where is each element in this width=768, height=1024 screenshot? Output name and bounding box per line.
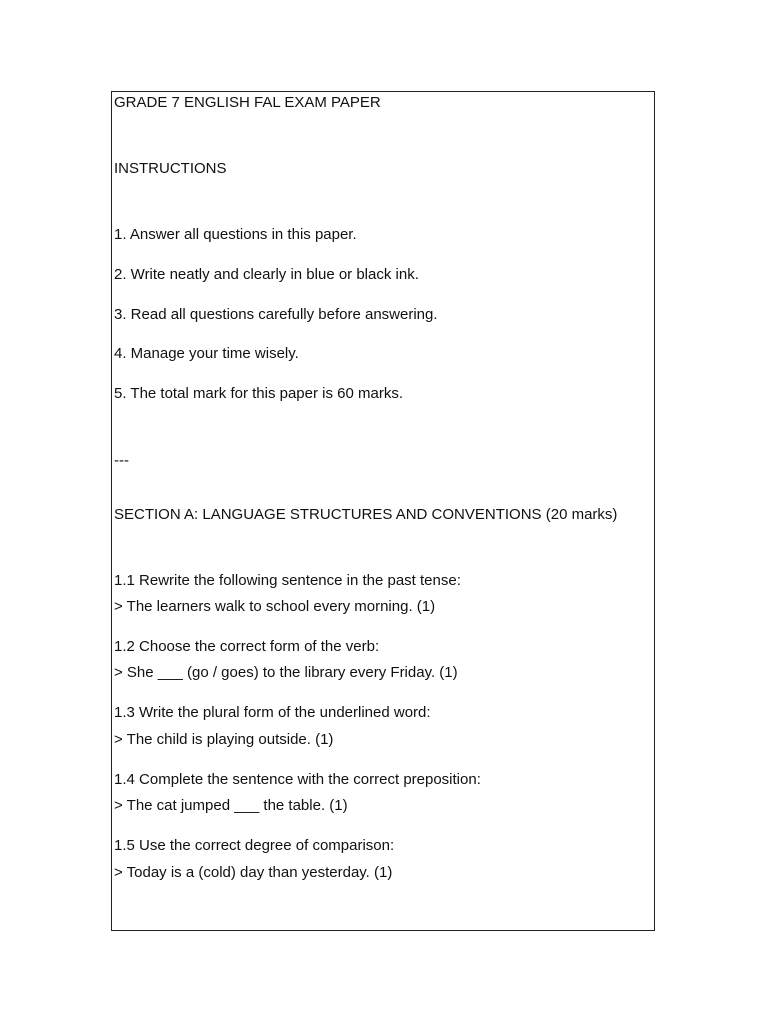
instruction-item: 2. Write neatly and clearly in blue or black ink. xyxy=(114,266,419,283)
document-page xyxy=(111,91,655,931)
instruction-item: 5. The total mark for this paper is 60 marks. xyxy=(114,385,404,402)
question-prompt: 1.2 Choose the correct form of the verb: xyxy=(114,638,380,655)
question-prompt: 1.5 Use the correct degree of comparison: xyxy=(114,837,395,854)
question-prompt: 1.1 Rewrite the following sentence in the past tense: xyxy=(114,572,461,589)
question-item: > The learners walk to school every morning. (1) xyxy=(114,598,436,615)
section-divider: --- xyxy=(114,452,129,469)
instruction-item: 1. Answer all questions in this paper. xyxy=(114,226,357,243)
instruction-item: 4. Manage your time wisely. xyxy=(114,345,299,362)
instruction-item: 3. Read all questions carefully before answering. xyxy=(114,306,438,323)
document-title: GRADE 7 ENGLISH FAL EXAM PAPER xyxy=(114,94,381,111)
question-item: > The cat jumped ___ the table. (1) xyxy=(114,797,348,814)
instructions-heading: INSTRUCTIONS xyxy=(114,160,227,177)
question-item: > The child is playing outside. (1) xyxy=(114,731,334,748)
question-item: > She ___ (go / goes) to the library every Friday. (1) xyxy=(114,664,458,681)
section-heading: SECTION A: LANGUAGE STRUCTURES AND CONVENTIONS (20 marks) xyxy=(114,506,618,523)
question-item: > Today is a (cold) day than yesterday. (1) xyxy=(114,864,393,881)
question-prompt: 1.3 Write the plural form of the underlined word: xyxy=(114,704,431,721)
question-prompt: 1.4 Complete the sentence with the correct preposition: xyxy=(114,771,481,788)
